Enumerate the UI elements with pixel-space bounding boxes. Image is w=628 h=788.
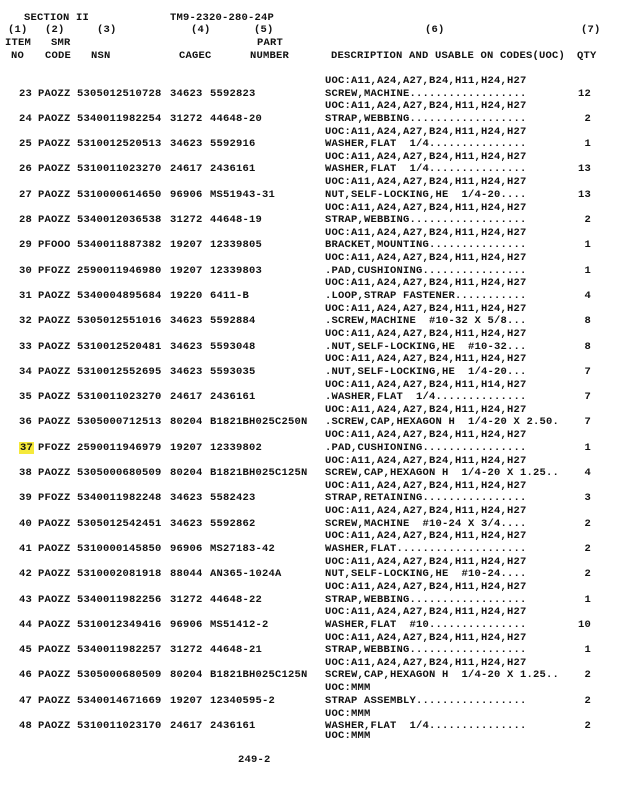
row-nsn: 2590011946980: [77, 264, 162, 277]
row-part-number: 44648-21: [210, 644, 263, 657]
row-qty: 2: [584, 517, 591, 530]
row-part-number: 12339803: [210, 264, 263, 277]
row-qty: 4: [584, 289, 591, 302]
row-cagec: 34623: [170, 340, 203, 353]
row-qty: 8: [584, 340, 591, 353]
row-nsn: 5305000680509: [77, 669, 162, 682]
row-qty: 10: [577, 618, 591, 631]
row-qty: 1: [584, 239, 591, 252]
section-title: SECTION II: [24, 12, 90, 24]
row-cagec: 24617: [170, 163, 203, 176]
row-nsn: 5305012542451: [77, 517, 162, 530]
row-cagec: 96906: [170, 618, 203, 631]
row-uoc: UOC:A11,A24,A27,B24,H11,H24,H27: [325, 479, 527, 492]
row-nsn: 5310011023170: [77, 720, 162, 732]
row-part-number: 6411-B: [210, 289, 250, 302]
row-part-number: 2436161: [210, 720, 256, 732]
row-nsn: 5305000712513: [77, 416, 162, 429]
col-number-4: (4): [191, 24, 211, 36]
row-cagec: 96906: [170, 188, 203, 201]
row-smr-code: PAOZZ: [38, 391, 71, 404]
row-part-number: MS51943-31: [210, 188, 276, 201]
row-nsn: 5340004895684: [77, 289, 162, 302]
col-label-qty: QTY: [577, 50, 597, 62]
row-nsn: 5340012036538: [77, 214, 162, 226]
row-uoc: UOC:A11,A24,A27,B24,H11,H24,H27: [325, 150, 527, 163]
row-uoc: UOC:MMM: [325, 707, 371, 720]
row-item-number: 38: [19, 467, 33, 479]
row-item-number: 48: [19, 720, 33, 732]
row-item-number: 47: [19, 694, 33, 707]
row-qty: 7: [584, 365, 591, 378]
row-smr-code: PAOZZ: [38, 467, 71, 479]
row-item-number: 33: [19, 340, 33, 353]
row-description: WASHER,FLAT 1/4...............: [325, 138, 527, 151]
row-cagec: 31272: [170, 214, 203, 226]
row-smr-code: PFOZZ: [38, 492, 71, 505]
row-part-number: AN365-1024A: [210, 568, 282, 581]
row-part-number: 5593048: [210, 340, 256, 353]
row-qty: 2: [584, 568, 591, 581]
tm-number: TM9-2320-280-24P: [170, 12, 275, 24]
row-item-number: 44: [19, 618, 33, 631]
col-label-description: DESCRIPTION AND USABLE ON CODES(UOC): [331, 50, 566, 62]
row-cagec: 88044: [170, 568, 203, 581]
row-part-number: 12340595-2: [210, 694, 276, 707]
row-nsn: 5305012551016: [77, 315, 162, 328]
row-item-number: 37: [20, 441, 34, 454]
row-part-number: 5593035: [210, 365, 256, 378]
row-smr-code: PAOZZ: [38, 416, 71, 429]
row-description: .WASHER,FLAT 1/4..............: [325, 391, 527, 404]
row-item-number: 40: [19, 517, 33, 530]
trailing-uoc: UOC:MMM: [325, 730, 371, 742]
row-part-number: B1821BH025C250N: [210, 416, 308, 429]
row-item-number: 41: [19, 542, 33, 555]
row-qty: 2: [584, 542, 591, 555]
row-description: WASHER,FLAT #10...............: [325, 618, 527, 631]
row-uoc: UOC:A11,A24,A27,B24,H11,H24,H27: [325, 606, 527, 619]
row-item-number: 23: [19, 87, 33, 100]
row-item-number: 28: [19, 214, 33, 226]
row-smr-code: PAOZZ: [38, 568, 71, 581]
row-cagec: 34623: [170, 365, 203, 378]
row-qty: 13: [577, 188, 591, 201]
row-nsn: 5310011023270: [77, 163, 162, 176]
row-smr-code: PAOZZ: [38, 289, 71, 302]
row-uoc: UOC:A11,A24,A27,B24,H11,H24,H27: [325, 125, 527, 138]
row-nsn: 5310012552695: [77, 365, 162, 378]
row-cagec: 31272: [170, 112, 203, 125]
row-cagec: 34623: [170, 87, 203, 100]
col-label-no: NO: [11, 50, 25, 62]
row-part-number: 5592916: [210, 138, 256, 151]
row-description: STRAP ASSEMBLY.................: [325, 694, 527, 707]
row-description: .SCREW,CAP,HEXAGON H 1/4-20 X 2.50.: [325, 416, 560, 429]
row-description: SCREW,CAP,HEXAGON H 1/4-20 X 1.25..: [325, 669, 560, 682]
row-nsn: 5310000614650: [77, 188, 162, 201]
row-uoc: UOC:A11,A24,A27,B24,H11,H24,H27: [325, 429, 527, 442]
col-label-cagec: CAGEC: [179, 50, 212, 62]
row-cagec: 96906: [170, 542, 203, 555]
row-part-number: B1821BH025C125N: [210, 467, 308, 479]
row-qty: 2: [584, 669, 591, 682]
row-part-number: 44648-22: [210, 593, 263, 606]
row-description: BRACKET,MOUNTING...............: [325, 239, 527, 252]
row-description: .NUT,SELF-LOCKING,HE #10-32...: [325, 340, 527, 353]
row-part-number: 12339802: [210, 441, 263, 454]
row-cagec: 34623: [170, 138, 203, 151]
row-description: STRAP,WEBBING..................: [325, 112, 527, 125]
row-cagec: 19207: [170, 264, 203, 277]
row-description: .PAD,CUSHIONING................: [325, 264, 527, 277]
row-part-number: 5592884: [210, 315, 256, 328]
row-cagec: 19207: [170, 694, 203, 707]
row-nsn: 5310012520481: [77, 340, 162, 353]
row-uoc: UOC:A11,A24,A27,B24,H11,H24,H27: [325, 252, 527, 265]
row-nsn: 5340011982256: [77, 593, 162, 606]
row-part-number: B1821BH025C125N: [210, 669, 308, 682]
row-description: WASHER,FLAT 1/4...............: [325, 720, 527, 732]
col-label-item: ITEM: [5, 37, 32, 49]
row-smr-code: PAOZZ: [38, 669, 71, 682]
row-nsn: 5340011887382: [77, 239, 162, 252]
row-item-number: 35: [19, 391, 33, 404]
row-smr-code: PAOZZ: [38, 87, 71, 100]
row-smr-code: PAOZZ: [38, 618, 71, 631]
row-cagec: 80204: [170, 467, 203, 479]
row-part-number: 12339805: [210, 239, 263, 252]
row-item-number: 30: [19, 264, 33, 277]
row-uoc: UOC:A11,A24,A27,B24,H11,H24,H27: [325, 631, 527, 644]
row-description: STRAP,WEBBING..................: [325, 644, 527, 657]
row-description: WASHER,FLAT....................: [325, 542, 527, 555]
row-part-number: MS51412-2: [210, 618, 269, 631]
row-qty: 2: [584, 720, 591, 732]
row-uoc: UOC:A11,A24,A27,B24,H11,H24,H27: [325, 656, 527, 669]
row-nsn: 5310011023270: [77, 391, 162, 404]
col-number-3: (3): [97, 24, 117, 36]
row-smr-code: PFOZZ: [38, 441, 71, 454]
row-item-number: 43: [19, 593, 33, 606]
row-description: STRAP,RETAINING................: [325, 492, 527, 505]
row-uoc: UOC:A11,A24,A27,B24,H11,H24,H27: [325, 403, 527, 416]
row-qty: 3: [584, 492, 591, 505]
row-qty: 8: [584, 315, 591, 328]
row-nsn: 5340011982257: [77, 644, 162, 657]
row-uoc: UOC:A11,A24,A27,B24,H11,H24,H27: [325, 302, 527, 315]
row-part-number: 5592823: [210, 87, 256, 100]
row-part-number: 44648-20: [210, 112, 263, 125]
row-description: NUT,SELF-LOCKING,HE #10-24....: [325, 568, 527, 581]
row-smr-code: PAOZZ: [38, 163, 71, 176]
col-label-smr: SMR: [51, 37, 71, 49]
row-uoc: UOC:A11,A24,A27,B24,H11,H24,H27: [325, 277, 527, 290]
row-smr-code: PAOZZ: [38, 188, 71, 201]
row-cagec: 34623: [170, 492, 203, 505]
row-part-number: 5592862: [210, 517, 256, 530]
row-item-number: 32: [19, 315, 33, 328]
row-item-number: 27: [19, 188, 33, 201]
row-uoc: UOC:A11,A24,A27,B24,H11,H24,H27: [325, 226, 527, 239]
row-nsn: 5305000680509: [77, 467, 162, 479]
row-nsn: 5310000145850: [77, 542, 162, 555]
row-smr-code: PAOZZ: [38, 340, 71, 353]
row-smr-code: PAOZZ: [38, 112, 71, 125]
row-qty: 1: [584, 593, 591, 606]
row-nsn: 5305012510728: [77, 87, 162, 100]
row-uoc: UOC:A11,A24,A27,B24,H11,H24,H27: [325, 454, 527, 467]
row-smr-code: PAOZZ: [38, 644, 71, 657]
row-qty: 2: [584, 112, 591, 125]
row-cagec: 80204: [170, 669, 203, 682]
row-qty: 1: [584, 644, 591, 657]
col-number-1: (1): [8, 24, 28, 36]
row-qty: 1: [584, 138, 591, 151]
col-number-5: (5): [254, 24, 274, 36]
row-uoc: UOC:MMM: [325, 682, 371, 695]
row-qty: 1: [584, 264, 591, 277]
row-uoc: UOC:A11,A24,A27,B24,H11,H24,H27: [325, 581, 527, 593]
row-qty: 7: [584, 391, 591, 404]
row-description: .NUT,SELF-LOCKING,HE 1/4-20...: [325, 365, 527, 378]
row-uoc: UOC:A11,A24,A27,B24,H11,H24,H27: [325, 176, 527, 189]
row-cagec: 34623: [170, 517, 203, 530]
row-uoc: UOC:A11,A24,A27,B24,H11,H14,H27: [325, 378, 527, 391]
row-nsn: 5340014671669: [77, 694, 162, 707]
row-nsn: 5340011982248: [77, 492, 162, 505]
row-description: .PAD,CUSHIONING................: [325, 441, 527, 454]
col-label-part: PART: [257, 37, 284, 49]
row-smr-code: PAOZZ: [38, 720, 71, 732]
row-cagec: 19207: [170, 441, 203, 454]
row-item-number: 39: [19, 492, 33, 505]
row-description: STRAP,WEBBING..................: [325, 593, 527, 606]
row-item-number: 24: [19, 112, 33, 125]
row-nsn: 5310012349416: [77, 618, 162, 631]
col-label-nsn: NSN: [91, 50, 111, 62]
row-description: SCREW,MACHINE #10-24 X 3/4....: [325, 517, 527, 530]
row-cagec: 24617: [170, 720, 203, 732]
page-number: 249-2: [238, 754, 271, 766]
row-item-number: 42: [19, 568, 33, 581]
row-smr-code: PFOZZ: [38, 264, 71, 277]
row-description: SCREW,CAP,HEXAGON H 1/4-20 X 1.25..: [325, 467, 560, 479]
row-cagec: 31272: [170, 644, 203, 657]
row-smr-code: PAOZZ: [38, 315, 71, 328]
row-qty: 4: [584, 467, 591, 479]
row-smr-code: PAOZZ: [38, 542, 71, 555]
row-uoc: UOC:A11,A24,A27,B24,H11,H24,H27: [325, 555, 527, 568]
row-uoc: UOC:A11,A24,A27,B24,H11,H24,H27: [325, 201, 527, 214]
row-nsn: 5310012520513: [77, 138, 162, 151]
row-cagec: 31272: [170, 593, 203, 606]
row-cagec: 24617: [170, 391, 203, 404]
row-smr-code: PAOZZ: [38, 138, 71, 151]
row-part-number: 5582423: [210, 492, 256, 505]
row-description: WASHER,FLAT 1/4...............: [325, 163, 527, 176]
row-cagec: 19207: [170, 239, 203, 252]
row-nsn: 5310002081918: [77, 568, 162, 581]
col-number-6: (6): [425, 24, 445, 36]
row-description: NUT,SELF-LOCKING,HE 1/4-20....: [325, 188, 527, 201]
col-number-2: (2): [45, 24, 65, 36]
row-item-number: 26: [19, 163, 33, 176]
row-item-number: 36: [19, 416, 33, 429]
row-uoc: UOC:A11,A24,A27,B24,H11,H24,H27: [325, 505, 527, 518]
row-uoc: UOC:A11,A24,A27,B24,H11,H24,H27: [325, 328, 527, 340]
row-smr-code: PAOZZ: [38, 365, 71, 378]
row-qty: 2: [584, 214, 591, 226]
row-qty: 2: [584, 694, 591, 707]
row-item-number: 25: [19, 138, 33, 151]
row-part-number: 2436161: [210, 391, 256, 404]
row-item-number: 34: [19, 365, 33, 378]
col-label-number: NUMBER: [250, 50, 290, 62]
row-cagec: 34623: [170, 315, 203, 328]
row-part-number: MS27183-42: [210, 542, 276, 555]
row-item-number: 46: [19, 669, 33, 682]
row-uoc: UOC:A11,A24,A27,B24,H11,H24,H27: [325, 353, 527, 366]
row-uoc: UOC:A11,A24,A27,B24,H11,H24,H27: [325, 530, 527, 543]
row-item-number: 29: [19, 239, 33, 252]
row-uoc: UOC:A11,A24,A27,B24,H11,H24,H27: [325, 100, 527, 113]
row-cagec: 80204: [170, 416, 203, 429]
col-label-code: CODE: [45, 50, 72, 62]
row-smr-code: PFOOO: [38, 239, 71, 252]
row-smr-code: PAOZZ: [38, 694, 71, 707]
row-description: .SCREW,MACHINE #10-32 X 5/8...: [325, 315, 527, 328]
row-uoc: UOC:A11,A24,A27,B24,H11,H24,H27: [325, 75, 527, 87]
row-nsn: 2590011946979: [77, 441, 162, 454]
row-description: SCREW,MACHINE..................: [325, 87, 527, 100]
row-smr-code: PAOZZ: [38, 214, 71, 226]
row-qty: 12: [577, 87, 591, 100]
row-description: STRAP,WEBBING..................: [325, 214, 527, 226]
row-item-number: 45: [19, 644, 33, 657]
row-part-number: 2436161: [210, 163, 256, 176]
row-description: .LOOP,STRAP FASTENER...........: [325, 289, 527, 302]
row-qty: 13: [577, 163, 591, 176]
row-qty: 7: [584, 416, 591, 429]
col-number-7: (7): [581, 24, 601, 36]
row-nsn: 5340011982254: [77, 112, 162, 125]
row-cagec: 19220: [170, 289, 203, 302]
row-smr-code: PAOZZ: [38, 517, 71, 530]
row-qty: 1: [584, 441, 591, 454]
row-part-number: 44648-19: [210, 214, 263, 226]
row-smr-code: PAOZZ: [38, 593, 71, 606]
row-item-number: 31: [19, 289, 33, 302]
